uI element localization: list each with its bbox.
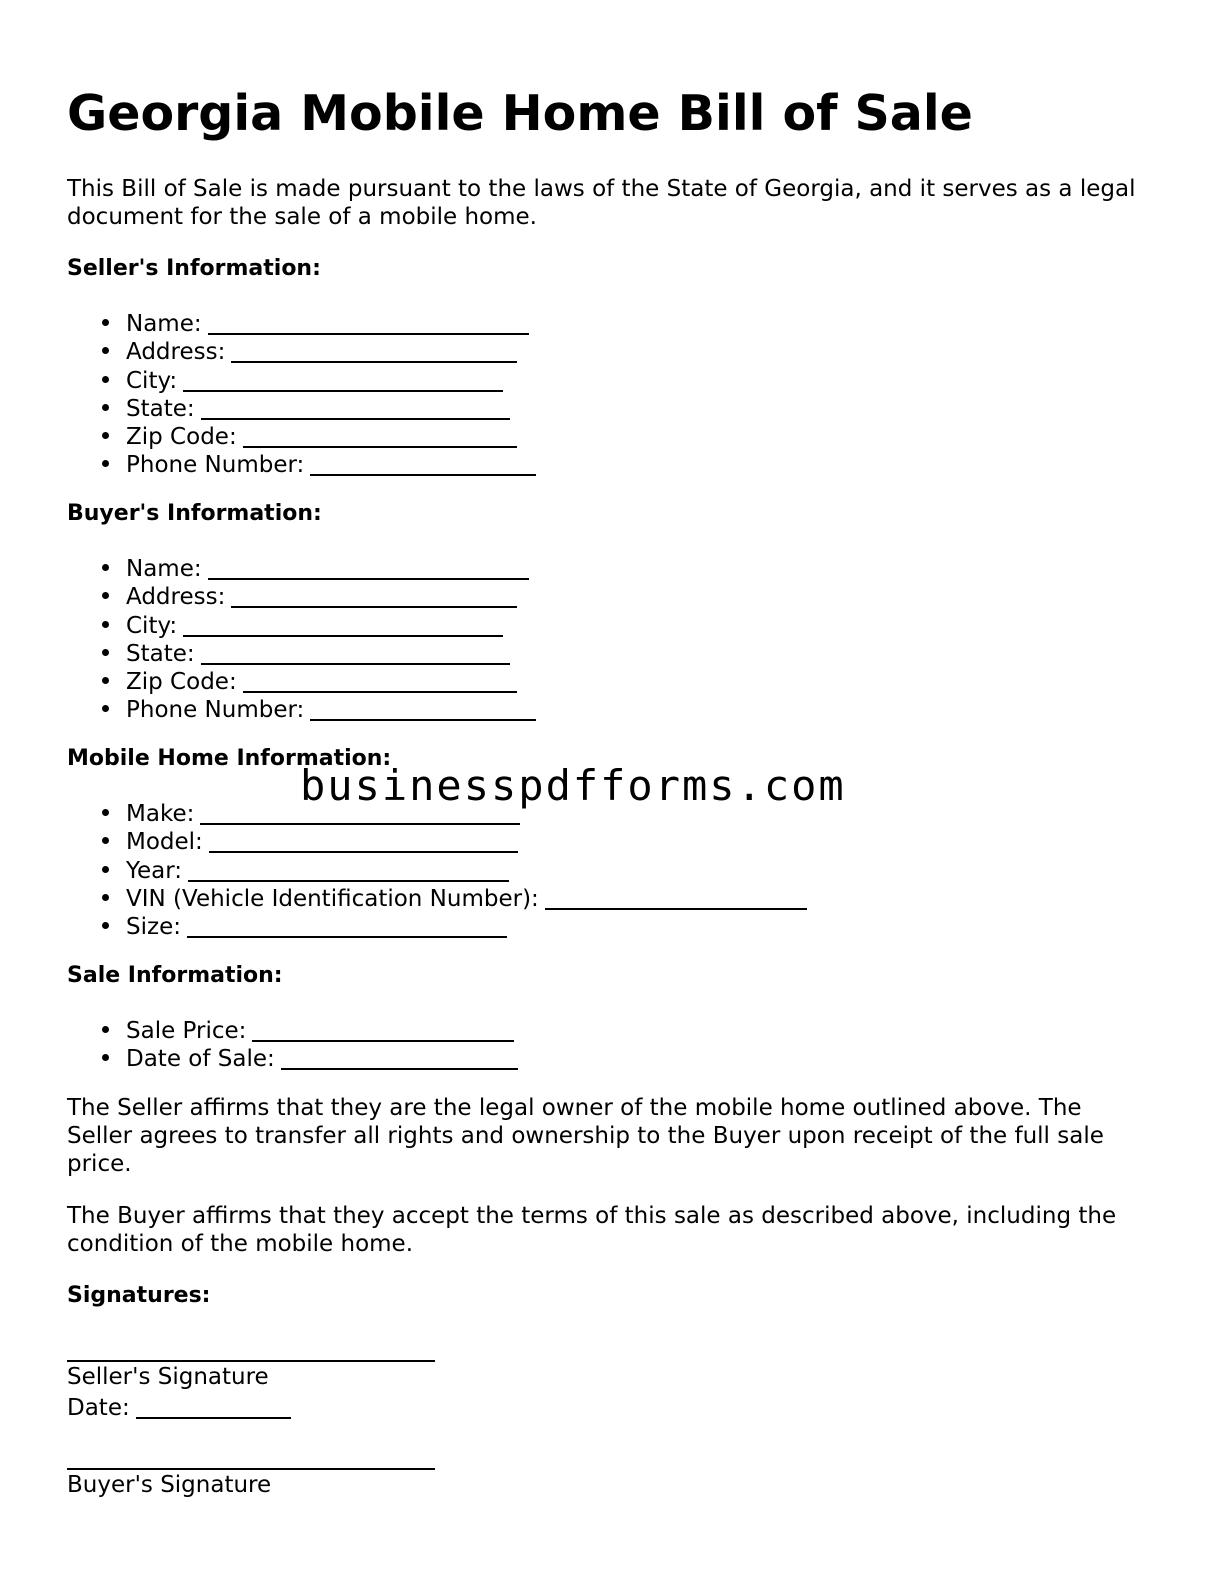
seller-name-field: Name: bbox=[67, 307, 536, 335]
buyer-phone-field: Phone Number: bbox=[67, 693, 536, 721]
seller-field-list bbox=[67, 307, 536, 477]
mobile-home-field-list bbox=[67, 797, 807, 941]
seller-state-field: State: bbox=[67, 392, 536, 420]
buyer-state-blank[interactable] bbox=[201, 641, 510, 665]
buyer-state-field: State: bbox=[67, 637, 536, 665]
year-blank[interactable] bbox=[188, 858, 509, 882]
size-blank[interactable] bbox=[187, 914, 507, 938]
vin-field: VIN (Vehicle Identification Number): bbox=[67, 882, 807, 910]
sale-field-list bbox=[67, 1014, 518, 1071]
buyer-name-field: Name: bbox=[67, 552, 536, 580]
model-field: Model: bbox=[67, 825, 807, 853]
sale-section-heading: Sale Information: bbox=[67, 963, 283, 988]
size-field: Size: bbox=[67, 910, 807, 938]
date-of-sale-blank[interactable] bbox=[281, 1046, 518, 1070]
seller-city-blank[interactable] bbox=[183, 368, 503, 392]
make-field: Make: bbox=[67, 797, 807, 825]
buyer-city-blank[interactable] bbox=[183, 613, 503, 637]
buyer-section-heading: Buyer's Information: bbox=[67, 501, 322, 526]
buyer-name-blank[interactable] bbox=[208, 556, 529, 580]
buyer-affirmation-paragraph: The Buyer affirms that they accept the terms of this sale as described above, including the condition of the mobile home. bbox=[67, 1203, 1117, 1257]
buyer-phone-blank[interactable] bbox=[310, 697, 536, 721]
signatures-heading: Signatures: bbox=[67, 1283, 211, 1308]
page-title: Georgia Mobile Home Bill of Sale bbox=[67, 85, 973, 142]
seller-date-field: Date: bbox=[67, 1391, 291, 1422]
buyer-signature-label: Buyer's Signature bbox=[67, 1472, 272, 1498]
seller-name-blank[interactable] bbox=[208, 311, 529, 335]
seller-signature-label: Seller's Signature bbox=[67, 1364, 269, 1390]
seller-date-blank[interactable] bbox=[136, 1395, 291, 1419]
buyer-address-blank[interactable] bbox=[231, 584, 517, 608]
seller-state-blank[interactable] bbox=[201, 396, 510, 420]
year-field: Year: bbox=[67, 854, 807, 882]
seller-section-heading: Seller's Information: bbox=[67, 256, 321, 281]
seller-zip-field: Zip Code: bbox=[67, 420, 536, 448]
buyer-zip-field: Zip Code: bbox=[67, 665, 536, 693]
seller-phone-field: Phone Number: bbox=[67, 448, 536, 476]
seller-city-field: City: bbox=[67, 364, 536, 392]
seller-signature-line[interactable] bbox=[67, 1360, 435, 1362]
intro-paragraph: This Bill of Sale is made pursuant to the laws of the State of Georgia, and it serves as a legal document for the sale of a mobile home. bbox=[67, 176, 1136, 230]
seller-zip-blank[interactable] bbox=[243, 424, 517, 448]
buyer-city-field: City: bbox=[67, 609, 536, 637]
mobile-home-section-heading: Mobile Home Information: bbox=[67, 746, 392, 771]
sale-price-blank[interactable] bbox=[252, 1018, 514, 1042]
date-of-sale-field: Date of Sale: bbox=[67, 1042, 518, 1070]
watermark-text: businesspdfforms.com bbox=[300, 761, 846, 810]
seller-phone-blank[interactable] bbox=[310, 452, 536, 476]
vin-blank[interactable] bbox=[545, 886, 807, 910]
buyer-signature-line[interactable] bbox=[67, 1468, 435, 1470]
seller-address-field: Address: bbox=[67, 335, 536, 363]
seller-affirmation-paragraph: The Seller affirms that they are the legal owner of the mobile home outlined above. The Seller agrees to transfer all rights and ownership to the Buyer upon receipt of the full sale price. bbox=[67, 1095, 1104, 1177]
seller-address-blank[interactable] bbox=[231, 339, 517, 363]
buyer-field-list bbox=[67, 552, 536, 722]
buyer-zip-blank[interactable] bbox=[243, 669, 517, 693]
sale-price-field: Sale Price: bbox=[67, 1014, 518, 1042]
buyer-address-field: Address: bbox=[67, 580, 536, 608]
model-blank[interactable] bbox=[209, 829, 518, 853]
